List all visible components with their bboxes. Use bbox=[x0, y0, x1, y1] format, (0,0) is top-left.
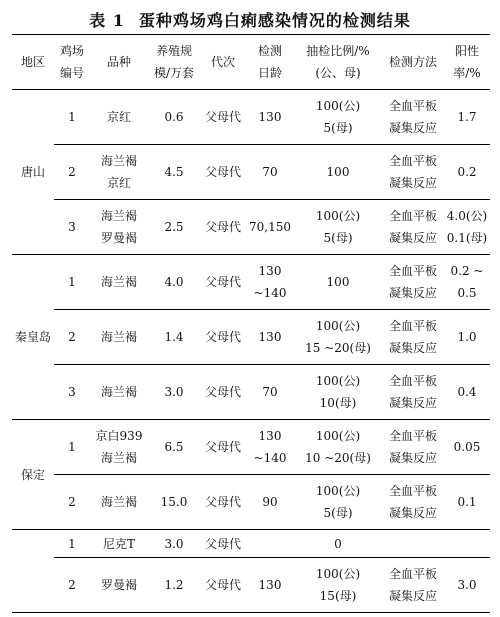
age-cell bbox=[246, 558, 294, 613]
breed-cell bbox=[90, 310, 148, 365]
header-ratio bbox=[294, 35, 382, 90]
method-line: 凝集反应 bbox=[388, 396, 437, 410]
positive-rate-cell bbox=[444, 420, 490, 475]
positive-rate-line: 0.4 bbox=[457, 385, 477, 399]
age-value: 70 bbox=[262, 165, 278, 179]
ratio-line: 100 bbox=[326, 165, 350, 179]
ratio-line: 10 ~20(母) bbox=[305, 451, 371, 465]
method-cell bbox=[382, 310, 444, 365]
scale-cell bbox=[148, 558, 200, 613]
ratio-line: 100(公) bbox=[315, 374, 361, 388]
age-cell bbox=[246, 90, 294, 145]
table-row bbox=[12, 420, 490, 475]
age-cell bbox=[246, 145, 294, 200]
breed-line: 京白939 bbox=[95, 429, 143, 443]
region-label: 保定 bbox=[20, 467, 45, 482]
method-cell bbox=[382, 365, 444, 420]
generation-cell bbox=[200, 365, 246, 420]
age-value: 130 bbox=[258, 578, 282, 592]
ratio-line: 5(母) bbox=[323, 506, 353, 520]
ratio-cell bbox=[294, 475, 382, 530]
region-cell bbox=[12, 90, 54, 255]
breed-line: 海兰褐 bbox=[100, 451, 137, 465]
scale-value: 2.5 bbox=[164, 220, 184, 234]
ratio-cell bbox=[294, 90, 382, 145]
positive-rate-line: 0.1(母) bbox=[446, 231, 488, 245]
breed-line: 海兰褐 bbox=[100, 330, 137, 344]
farm-code-cell bbox=[54, 530, 90, 558]
region-label: 秦皇岛 bbox=[14, 330, 51, 344]
generation-cell bbox=[200, 90, 246, 145]
scale-value: 4.5 bbox=[164, 165, 184, 179]
method-cell bbox=[382, 90, 444, 145]
farm-code: 2 bbox=[68, 330, 76, 344]
scale-cell bbox=[148, 255, 200, 310]
generation-value: 父母代 bbox=[204, 110, 241, 124]
header-gen-line: 代次 bbox=[210, 55, 235, 69]
generation-value: 父母代 bbox=[204, 536, 241, 551]
method-cell bbox=[382, 558, 444, 613]
header-scale bbox=[148, 35, 200, 90]
region-cell bbox=[12, 420, 54, 530]
generation-cell bbox=[200, 475, 246, 530]
ratio-line: 100(公) bbox=[315, 484, 361, 498]
header-code bbox=[54, 35, 90, 90]
farm-code: 1 bbox=[68, 536, 76, 551]
method-line: 凝集反应 bbox=[388, 451, 437, 465]
positive-rate-cell bbox=[444, 90, 490, 145]
breed-line: 尼克T bbox=[102, 536, 135, 551]
method-line: 全血平板 bbox=[388, 374, 437, 388]
age-cell bbox=[246, 310, 294, 365]
header-gen bbox=[200, 35, 246, 90]
positive-rate-line: 0.05 bbox=[453, 440, 481, 454]
header-scale-line: 模/万套 bbox=[153, 66, 195, 80]
positive-rate-cell bbox=[444, 310, 490, 365]
breed-line: 京红 bbox=[106, 110, 131, 124]
farm-code-cell bbox=[54, 255, 90, 310]
positive-rate-line: 0.1 bbox=[457, 495, 477, 509]
positive-rate-cell bbox=[444, 365, 490, 420]
farm-code: 3 bbox=[68, 385, 76, 399]
header-code-line: 编号 bbox=[59, 66, 84, 80]
method-line: 凝集反应 bbox=[388, 286, 437, 300]
breed-line: 海兰褐 bbox=[100, 154, 137, 168]
table-row bbox=[12, 255, 490, 310]
method-line: 凝集反应 bbox=[388, 506, 437, 520]
generation-cell bbox=[200, 420, 246, 475]
age-value: 90 bbox=[262, 495, 278, 509]
ratio-line: 15(母) bbox=[319, 589, 357, 603]
farm-code: 2 bbox=[68, 578, 76, 592]
header-age-line: 检测 bbox=[257, 44, 282, 58]
method-line: 全血平板 bbox=[388, 154, 437, 168]
farm-code: 3 bbox=[68, 220, 76, 234]
ratio-line: 100(公) bbox=[315, 319, 361, 333]
region-cell bbox=[12, 530, 54, 613]
generation-cell bbox=[200, 310, 246, 365]
method-line: 全血平板 bbox=[388, 209, 437, 223]
header-region bbox=[12, 35, 54, 90]
scale-cell bbox=[148, 145, 200, 200]
age-cell bbox=[246, 530, 294, 558]
ratio-cell bbox=[294, 558, 382, 613]
generation-value: 父母代 bbox=[204, 275, 241, 289]
positive-rate-line: 3.0 bbox=[457, 578, 477, 592]
age-value: 130 bbox=[258, 110, 282, 124]
method-line: 全血平板 bbox=[388, 319, 437, 333]
age-cell bbox=[246, 255, 294, 310]
method-cell bbox=[382, 145, 444, 200]
method-cell bbox=[382, 255, 444, 310]
farm-code: 1 bbox=[68, 110, 76, 124]
method-line: 凝集反应 bbox=[388, 341, 437, 355]
method-line: 全血平板 bbox=[388, 264, 437, 278]
age-cell bbox=[246, 475, 294, 530]
age-cell bbox=[246, 365, 294, 420]
table-header-row bbox=[12, 35, 490, 90]
header-age-line: 日龄 bbox=[257, 66, 282, 80]
positive-rate-line: 1.0 bbox=[457, 330, 477, 344]
age-value: 70 bbox=[262, 385, 278, 399]
scale-value: 6.5 bbox=[164, 440, 184, 454]
positive-rate-cell bbox=[444, 475, 490, 530]
header-ratio-line: 抽检比例/% bbox=[306, 44, 370, 58]
region-cell bbox=[12, 255, 54, 420]
generation-value: 父母代 bbox=[204, 440, 241, 454]
generation-value: 父母代 bbox=[204, 165, 241, 179]
farm-code-cell bbox=[54, 90, 90, 145]
generation-cell bbox=[200, 255, 246, 310]
table-row bbox=[12, 558, 490, 613]
positive-rate-cell bbox=[444, 530, 490, 558]
ratio-line: 10(母) bbox=[319, 396, 357, 410]
breed-line: 海兰褐 bbox=[100, 495, 137, 509]
method-line: 凝集反应 bbox=[388, 176, 437, 190]
method-line: 全血平板 bbox=[388, 567, 437, 581]
positive-rate-cell bbox=[444, 200, 490, 255]
age-value: 70,150 bbox=[249, 220, 291, 234]
breed-line: 海兰褐 bbox=[100, 275, 137, 289]
header-code-line: 鸡场 bbox=[59, 44, 84, 58]
positive-rate-cell bbox=[444, 558, 490, 613]
farm-code: 1 bbox=[68, 440, 76, 454]
farm-code-cell bbox=[54, 558, 90, 613]
scale-value: 3.0 bbox=[164, 385, 184, 399]
ratio-cell bbox=[294, 310, 382, 365]
scale-cell bbox=[148, 420, 200, 475]
positive-rate-cell bbox=[444, 255, 490, 310]
table-row bbox=[12, 310, 490, 365]
breed-line: 罗曼褐 bbox=[100, 231, 137, 245]
ratio-cell bbox=[294, 530, 382, 558]
table-row bbox=[12, 530, 490, 558]
table-row bbox=[12, 200, 490, 255]
table-title: 蛋种鸡场鸡白痢感染情况的检测结果 bbox=[138, 11, 411, 30]
generation-cell bbox=[200, 200, 246, 255]
scale-value: 15.0 bbox=[160, 495, 188, 509]
generation-cell bbox=[200, 558, 246, 613]
generation-value: 父母代 bbox=[204, 330, 241, 344]
breed-line: 海兰褐 bbox=[100, 209, 137, 223]
farm-code-cell bbox=[54, 475, 90, 530]
scale-value: 3.0 bbox=[164, 536, 184, 551]
scale-cell bbox=[148, 475, 200, 530]
region-label: 唐山 bbox=[20, 165, 45, 179]
positive-rate-cell bbox=[444, 145, 490, 200]
positive-rate-line: 4.0(公) bbox=[446, 209, 488, 223]
table-row bbox=[12, 145, 490, 200]
ratio-line: 100(公) bbox=[315, 429, 361, 443]
scale-value: 1.4 bbox=[164, 330, 184, 344]
method-cell bbox=[382, 530, 444, 558]
farm-code-cell bbox=[54, 145, 90, 200]
farm-code-cell bbox=[54, 310, 90, 365]
header-breed bbox=[90, 35, 148, 90]
scale-cell bbox=[148, 90, 200, 145]
scale-cell bbox=[148, 530, 200, 558]
header-age bbox=[246, 35, 294, 90]
method-cell bbox=[382, 420, 444, 475]
method-line: 全血平板 bbox=[388, 484, 437, 498]
table-row bbox=[12, 365, 490, 420]
farm-code-cell bbox=[54, 420, 90, 475]
breed-cell bbox=[90, 475, 148, 530]
header-ratio-line: (公、母) bbox=[315, 66, 361, 80]
results-table bbox=[12, 34, 490, 613]
table-body bbox=[12, 90, 490, 613]
positive-rate-line: 0.2 bbox=[457, 165, 477, 179]
ratio-line: 100 bbox=[326, 275, 350, 289]
ratio-line: 15 ~20(母) bbox=[305, 341, 371, 355]
header-method bbox=[382, 35, 444, 90]
positive-rate-line: 0.2 ~ 0.5 bbox=[450, 264, 484, 300]
ratio-line: 100(公) bbox=[315, 567, 361, 581]
method-line: 凝集反应 bbox=[388, 231, 437, 245]
scale-cell bbox=[148, 310, 200, 365]
breed-cell bbox=[90, 90, 148, 145]
farm-code-cell bbox=[54, 365, 90, 420]
breed-line: 海兰褐 bbox=[100, 385, 137, 399]
table-row bbox=[12, 475, 490, 530]
scale-value: 0.6 bbox=[164, 110, 184, 124]
method-cell bbox=[382, 475, 444, 530]
method-line: 全血平板 bbox=[388, 429, 437, 443]
method-cell bbox=[382, 200, 444, 255]
breed-cell bbox=[90, 530, 148, 558]
breed-cell bbox=[90, 558, 148, 613]
positive-rate-line: 1.7 bbox=[457, 110, 477, 124]
ratio-line: 5(母) bbox=[323, 231, 353, 245]
scale-cell bbox=[148, 200, 200, 255]
breed-line: 京红 bbox=[106, 176, 131, 190]
breed-cell bbox=[90, 145, 148, 200]
generation-cell bbox=[200, 145, 246, 200]
generation-value: 父母代 bbox=[204, 578, 241, 592]
method-line: 凝集反应 bbox=[388, 121, 437, 135]
ratio-line: 100(公) bbox=[315, 209, 361, 223]
ratio-cell bbox=[294, 255, 382, 310]
breed-cell bbox=[90, 365, 148, 420]
header-breed-line: 品种 bbox=[106, 55, 131, 69]
ratio-line: 5(母) bbox=[323, 121, 353, 135]
method-line: 全血平板 bbox=[388, 99, 437, 113]
breed-cell bbox=[90, 255, 148, 310]
breed-cell bbox=[90, 420, 148, 475]
generation-value: 父母代 bbox=[204, 385, 241, 399]
ratio-cell bbox=[294, 420, 382, 475]
ratio-line: 100(公) bbox=[315, 99, 361, 113]
header-rate-line: 阳性率/% bbox=[453, 44, 481, 80]
farm-code: 1 bbox=[68, 275, 76, 289]
header-method-line: 检测方法 bbox=[388, 55, 437, 69]
header-rate bbox=[444, 35, 490, 90]
ratio-cell bbox=[294, 145, 382, 200]
farm-code: 2 bbox=[68, 165, 76, 179]
ratio-line: 0 bbox=[334, 536, 342, 551]
generation-value: 父母代 bbox=[204, 495, 241, 509]
age-value: 130 ~140 bbox=[253, 429, 287, 465]
farm-code: 2 bbox=[68, 495, 76, 509]
age-cell bbox=[246, 200, 294, 255]
scale-cell bbox=[148, 365, 200, 420]
scale-value: 4.0 bbox=[164, 275, 184, 289]
table-number: 表 1 bbox=[89, 11, 125, 30]
ratio-cell bbox=[294, 200, 382, 255]
age-value: 130 ~140 bbox=[253, 264, 287, 300]
header-region-line: 地区 bbox=[20, 55, 45, 69]
farm-code-cell bbox=[54, 200, 90, 255]
generation-value: 父母代 bbox=[204, 220, 241, 234]
age-value: 130 bbox=[258, 330, 282, 344]
breed-line: 罗曼褐 bbox=[100, 578, 137, 592]
ratio-cell bbox=[294, 365, 382, 420]
table-caption bbox=[0, 8, 500, 31]
method-line: 凝集反应 bbox=[388, 589, 437, 603]
age-cell bbox=[246, 420, 294, 475]
breed-cell bbox=[90, 200, 148, 255]
header-scale-line: 养殖规 bbox=[155, 44, 192, 58]
scale-value: 1.2 bbox=[164, 578, 184, 592]
table-row bbox=[12, 90, 490, 145]
generation-cell bbox=[200, 530, 246, 558]
